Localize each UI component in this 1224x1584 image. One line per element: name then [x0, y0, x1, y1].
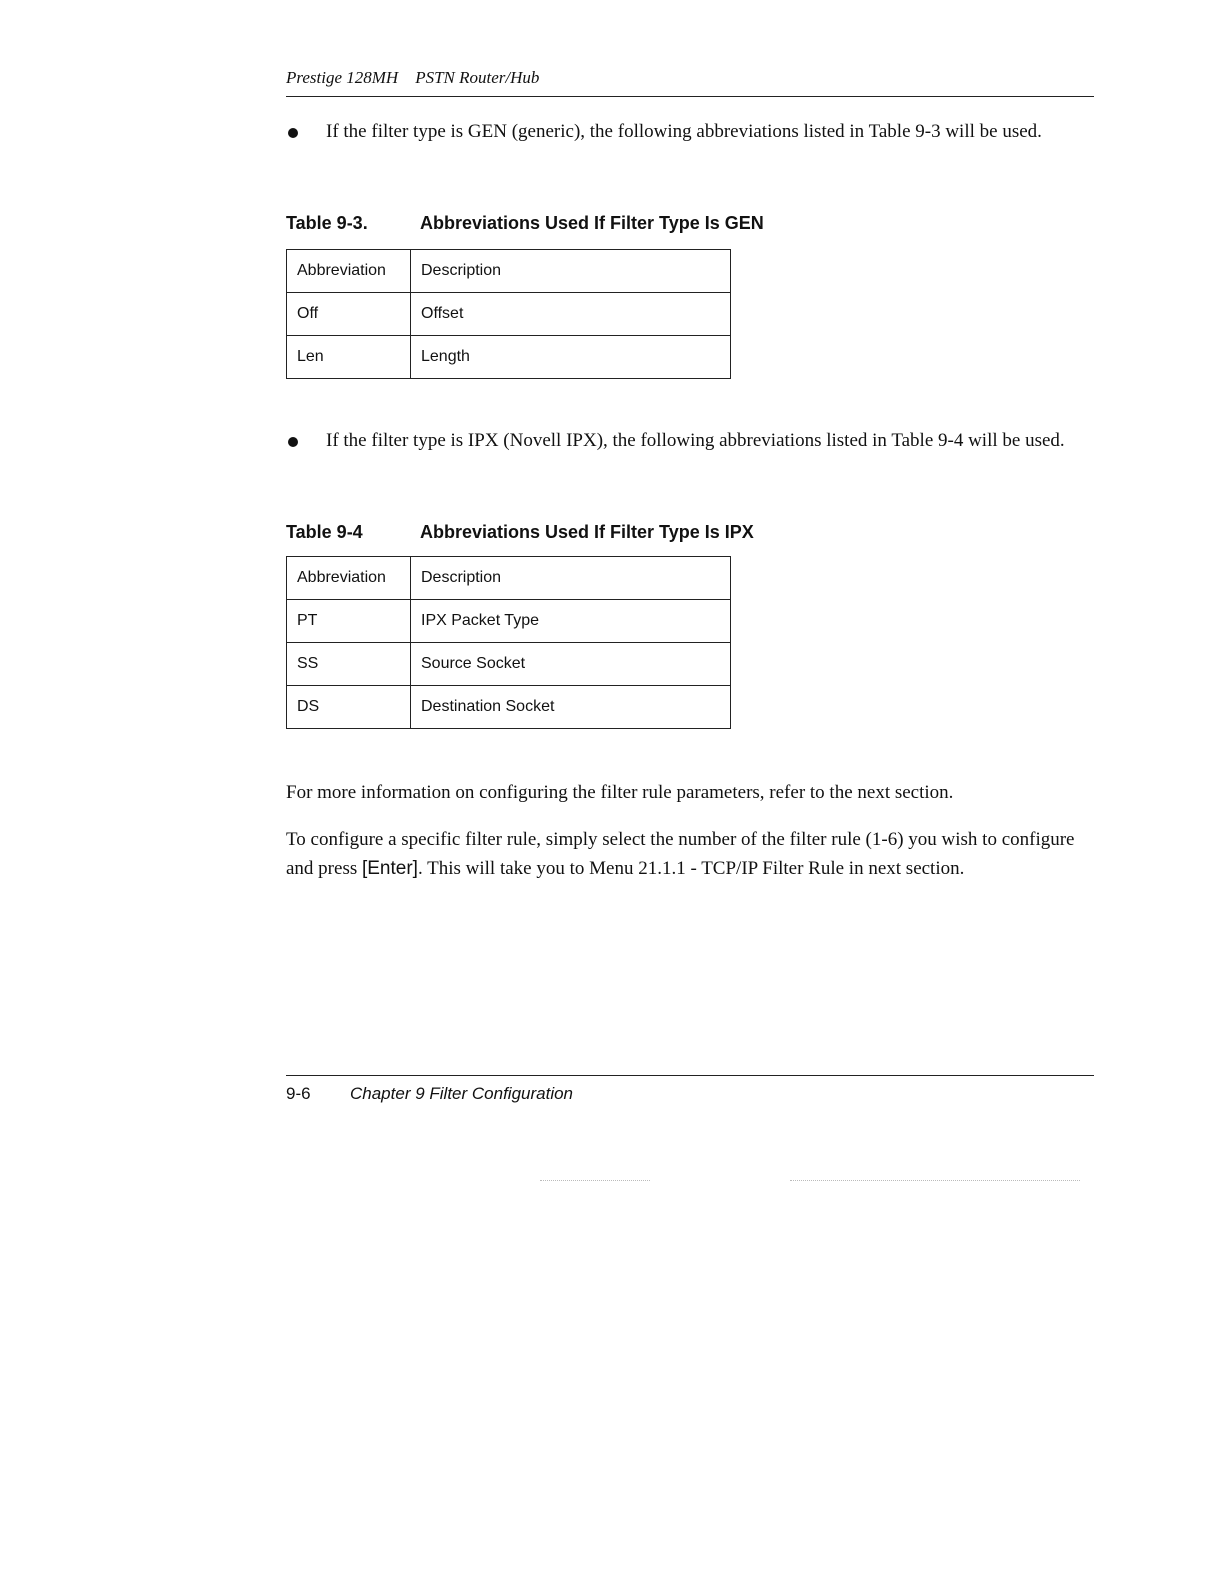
table-header-row: [287, 557, 731, 600]
running-title: Prestige 128MH PSTN Router/Hub: [286, 68, 540, 87]
table-header-cell: Description: [411, 250, 731, 293]
table-cell: SS: [287, 643, 411, 686]
configure-paragraph: [286, 825, 1076, 883]
configure-text-end: . This will take you to Menu 21.1.1 - TCP/IP Filter Rule in next section.: [417, 858, 965, 879]
bullet-gen-text: If the filter type is GEN (generic), the following abbreviations listed in Table 9-3 will be used.: [326, 121, 1042, 142]
table-9-4: [286, 556, 731, 729]
chapter-title: Chapter 9 Filter Configuration: [350, 1084, 574, 1103]
bullet-dot-icon: [288, 437, 298, 447]
table-9-3-number: Table 9-3.: [286, 213, 368, 233]
scan-artifact: [790, 1180, 1080, 1181]
scan-artifact: [540, 1180, 650, 1181]
table-cell: Source Socket: [411, 643, 731, 686]
table-header-cell: Abbreviation: [287, 557, 411, 600]
table-row: [287, 643, 731, 686]
page-header: [286, 66, 1094, 97]
bullet-gen: [286, 116, 1076, 148]
enter-key-label: [Enter]: [361, 858, 418, 879]
bullet-ipx: [286, 425, 1076, 457]
table-row: [287, 600, 731, 643]
table-header-cell: Description: [411, 557, 731, 600]
table-9-3-title: Abbreviations Used If Filter Type Is GEN: [420, 213, 764, 233]
table-row: [287, 293, 731, 336]
table-cell: Off: [287, 293, 411, 336]
table-9-4-number: Table 9-4: [286, 522, 363, 542]
table-row: [287, 686, 731, 729]
table-header-row: [287, 250, 731, 293]
table-cell: IPX Packet Type: [411, 600, 731, 643]
table-9-4-title: Abbreviations Used If Filter Type Is IPX: [420, 522, 754, 542]
configure-text-start: To configure a specific filter rule, simply select the number of the filter rule (1-6) you wish to configure and press: [286, 829, 1075, 879]
more-info-paragraph: For more information on configuring the filter rule parameters, refer to the next section.: [286, 782, 954, 803]
bullet-dot-icon: [288, 128, 298, 138]
page-number: 9-6: [286, 1084, 311, 1103]
table-cell: Length: [411, 336, 731, 379]
table-cell: DS: [287, 686, 411, 729]
bullet-ipx-text: If the filter type is IPX (Novell IPX), the following abbreviations listed in Table 9-4 will be used.: [326, 430, 1065, 451]
page-footer: [286, 1075, 1094, 1106]
table-9-3: [286, 249, 731, 379]
table-row: [287, 336, 731, 379]
table-cell: Len: [287, 336, 411, 379]
table-header-cell: Abbreviation: [287, 250, 411, 293]
table-cell: PT: [287, 600, 411, 643]
table-cell: Offset: [411, 293, 731, 336]
table-cell: Destination Socket: [411, 686, 731, 729]
